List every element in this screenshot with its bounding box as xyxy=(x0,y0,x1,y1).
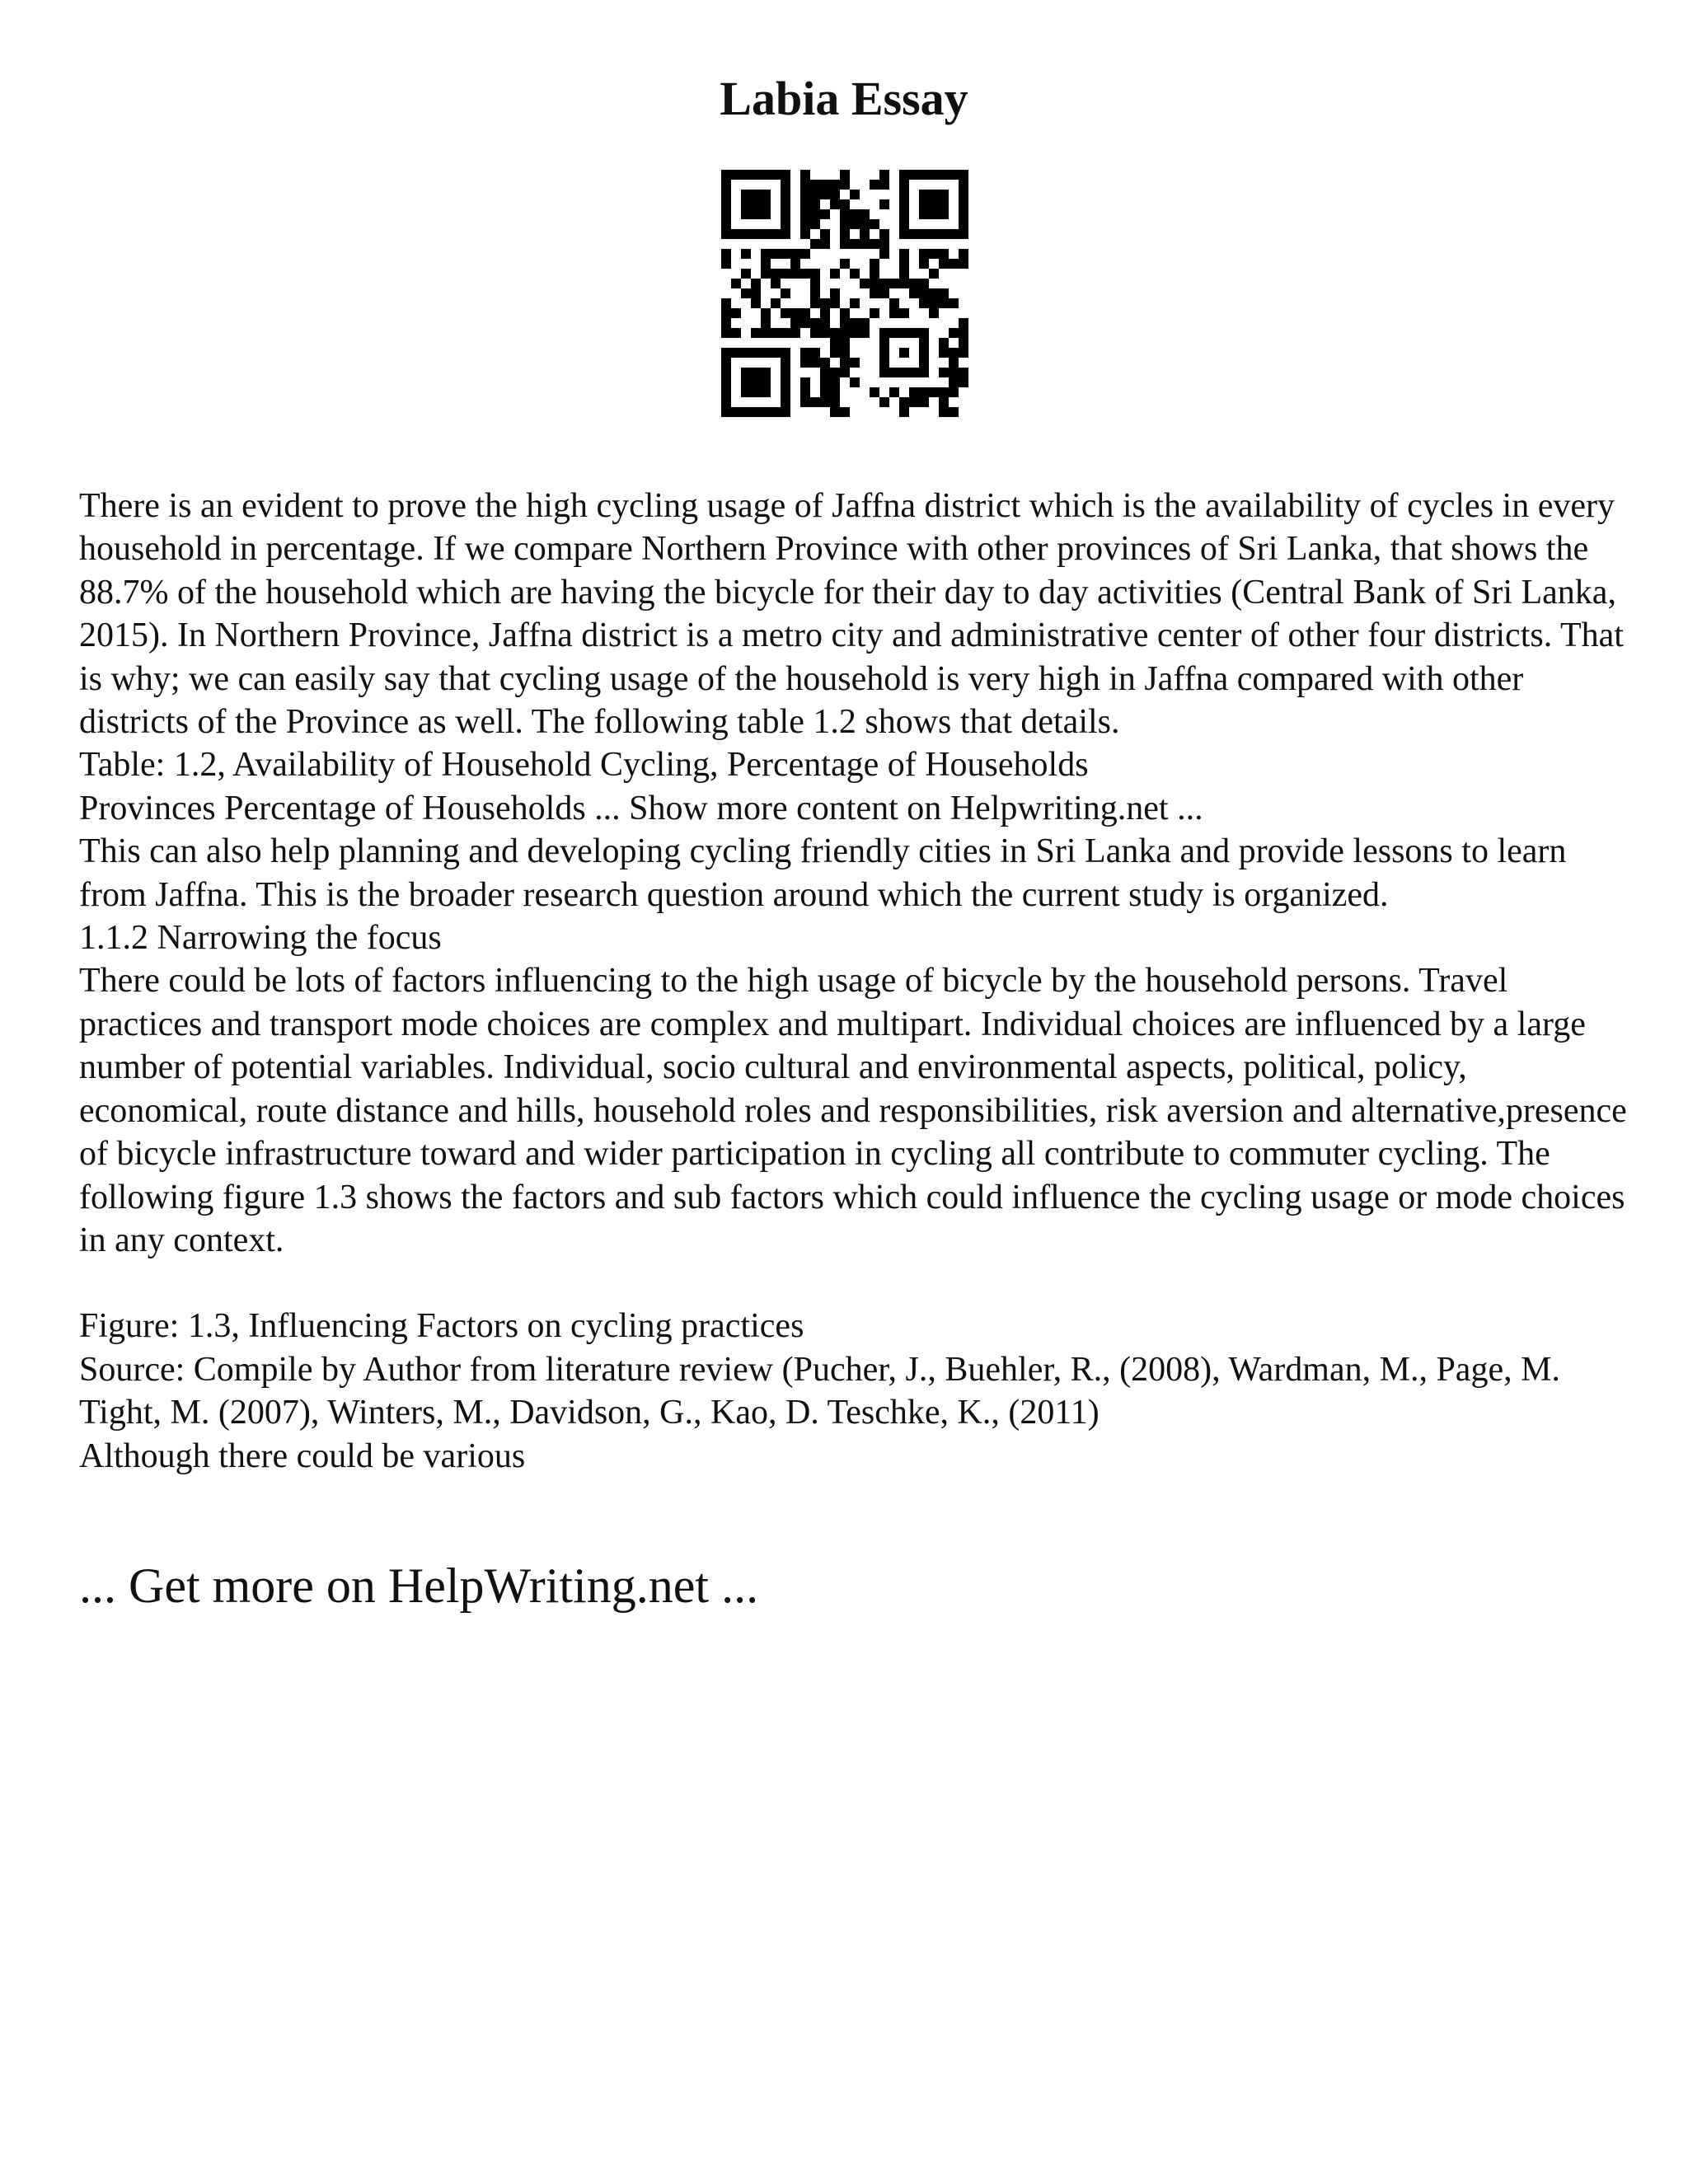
get-more-link[interactable]: ... Get more on HelpWriting.net ... xyxy=(79,1558,759,1613)
qr-code-icon xyxy=(721,170,968,417)
figure-caption: Figure: 1.3, Influencing Factors on cycling practices xyxy=(79,1307,804,1346)
table-header-preview: Provinces Percentage of Households ... Show more content on Helpwriting.net ... xyxy=(79,789,1203,827)
paragraph-truncated: Although there could be various xyxy=(79,1436,526,1475)
paragraph-factors: There could be lots of factors influencing to the high usage of bicycle by the household persons. Travel practices and transport mode choices are complex and multipart. Individual choices are influenced by a large number of potential variables. Individual, socio cultural and environmental aspects, political, policy, economical, route distance and hills, household roles and responsibilities, risk aversion and alternative,presence of bicycle infrastructure toward and wider participation in cycling all contribute to commuter cycling. The following figure 1.3 shows the factors and sub factors which could influence the cycling usage or mode choices in any context. xyxy=(79,962,1627,1259)
source-citation: Source: Compile by Author from literature review (Pucher, J., Buehler, R., (2008), Wardman, M., Page, M. Tight, M. (2007), Winters, M., Davidson, G., Kao, D. Teschke, K., (2011) xyxy=(79,1350,1560,1432)
table-caption: Table: 1.2, Availability of Household Cycling, Percentage of Households xyxy=(79,746,1089,785)
paragraph-intro: There is an evident to prove the high cycling usage of Jaffna district which is the availability of cycles in every household in percentage. If we compare Northern Province with other provinces of Sri Lanka, that shows the 88.7% of the household which are having the bicycle for their day to day activities (Central Bank of Sri Lanka, 2015). In Northern Province, Jaffna district is a metro city and administrative center of other four districts. That is why; we can easily say that cycling usage of the household is very high in Jaffna compared with other districts of the Province as well. The following table 1.2 shows that details. xyxy=(79,487,1624,742)
paragraph-planning: This can also help planning and developing cycling friendly cities in Sri Lanka and provide lessons to learn from Jaffna. This is the broader research question around which the current study is organized. xyxy=(79,832,1567,914)
essay-body xyxy=(79,485,1629,1478)
blank-line xyxy=(79,1262,1629,1305)
page-title: Labia Essay xyxy=(720,71,968,125)
section-heading: 1.1.2 Narrowing the focus xyxy=(79,919,442,958)
